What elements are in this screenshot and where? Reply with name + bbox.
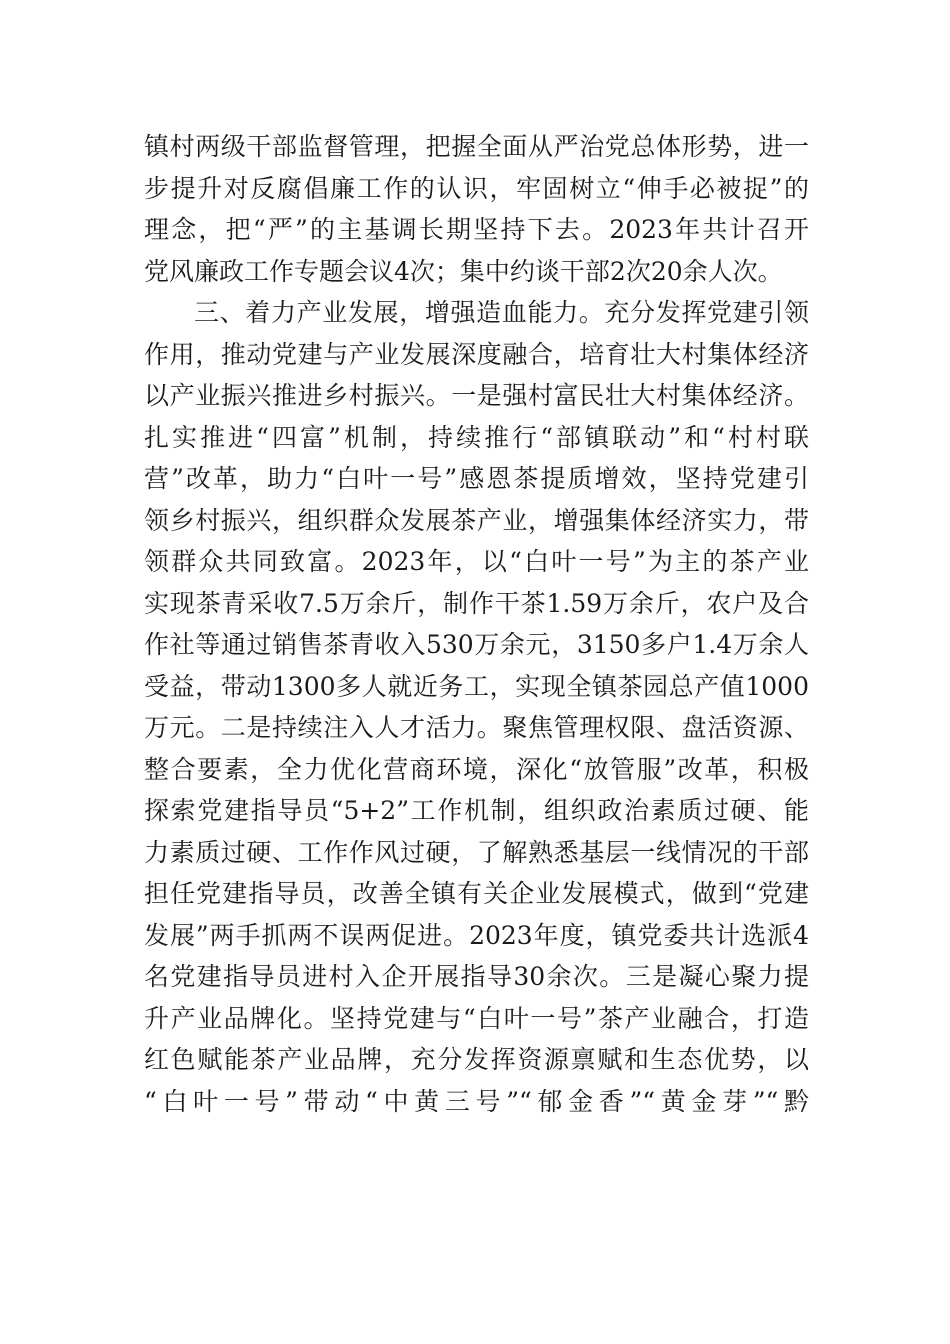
- text-line: 力素质过硬、工作作风过硬，了解熟悉基层一线情况的干部: [144, 837, 809, 867]
- text-line: 整合要素，全力优化营商环境，深化“放管服”改革，积极: [144, 754, 809, 784]
- text-line: 作社等通过销售茶青收入530万余元，3150多户1.4万余人: [144, 630, 809, 659]
- text-line: 作用，推动党建与产业发展深度融合，培育壮大村集体经济: [144, 339, 809, 369]
- text-line: 红色赋能茶产业品牌，充分发挥资源禀赋和生态优势，以: [144, 1045, 809, 1074]
- text-line: 镇村两级干部监督管理，把握全面从严治党总体形势，进一: [144, 132, 809, 161]
- text-line: 担任党建指导员，改善全镇有关企业发展模式，做到“党建: [144, 879, 809, 908]
- text-line: “白叶一号”带动“中黄三号”“郁金香”“黄金芽”“黔: [144, 1086, 809, 1116]
- text-line: 扎实推进“四富”机制，持续推行“部镇联动”和“村村联: [144, 422, 809, 452]
- text-line: 升产业品牌化。坚持党建与“白叶一号”茶产业融合，打造: [144, 1003, 809, 1033]
- body-text: [144, 126, 809, 1122]
- text-line: 党风廉政工作专题会议4次；集中约谈干部2次20余人次。: [144, 256, 783, 286]
- text-line: 发展”两手抓两不误两促进。2023年度，镇党委共计选派4: [144, 920, 809, 950]
- text-line: 以产业振兴推进乡村振兴。一是强村富民壮大村集体经济。: [144, 381, 809, 410]
- text-line: 营”改革，助力“白叶一号”感恩茶提质增效，坚持党建引: [144, 464, 809, 493]
- text-line: 万元。二是持续注入人才活力。聚焦管理权限、盘活资源、: [144, 713, 809, 742]
- text-line: 领群众共同致富。2023年，以“白叶一号”为主的茶产业: [144, 547, 809, 576]
- text-line: 理念，把“严”的主基调长期坚持下去。2023年共计召开: [144, 215, 809, 244]
- text-line: 步提升对反腐倡廉工作的认识，牢固树立“伸手必被捉”的: [144, 173, 809, 203]
- section-heading-line: 三、着力产业发展，增强造血能力。充分发挥党建引领: [194, 298, 809, 327]
- text-line: 探索党建指导员“5+2”工作机制，组织政治素质过硬、能: [144, 796, 809, 825]
- text-line: 受益，带动1300多人就近务工，实现全镇茶园总产值1000: [144, 671, 809, 701]
- text-line: 领乡村振兴，组织群众发展茶产业，增强集体经济实力，带: [144, 505, 809, 535]
- text-line: 名党建指导员进村入企开展指导30余次。三是凝心聚力提: [144, 962, 809, 991]
- text-line: 实现茶青采收7.5万余斤，制作干茶1.59万余斤，农户及合: [144, 588, 809, 618]
